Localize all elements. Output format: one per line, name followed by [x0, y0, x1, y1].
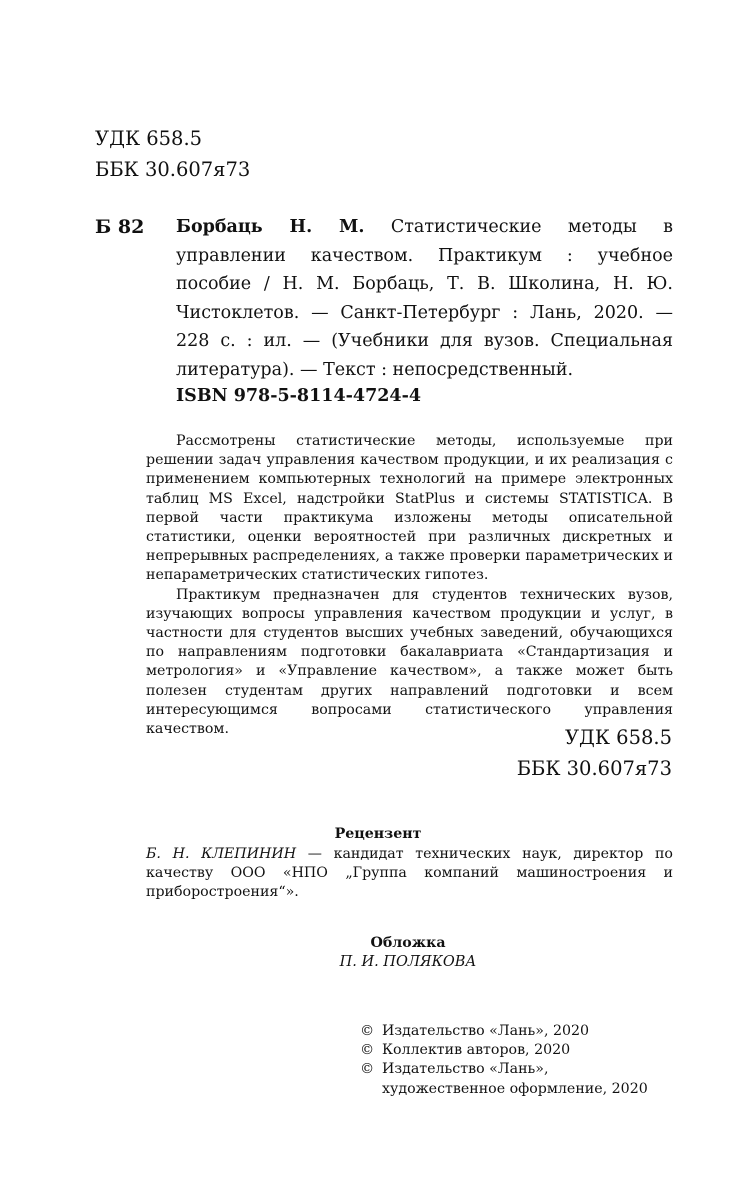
cover-heading: Обложка	[370, 935, 446, 951]
bbk-code: ББК 30.607я73	[95, 158, 251, 181]
cover-designer: П. И. ПОЛЯКОВА	[339, 954, 477, 970]
author-code: Б 82	[95, 216, 145, 238]
author-name: Борбаць Н. М.	[176, 217, 365, 237]
udk-code: УДК 658.5	[95, 127, 203, 150]
classification-codes-top	[95, 123, 250, 185]
copyright-line	[360, 1060, 648, 1079]
udk-code: УДК 658.5	[564, 726, 672, 749]
copyright-icon: ©	[360, 1023, 375, 1039]
classification-codes-bottom	[517, 722, 672, 784]
copyright-text: Издательство «Лань», 2020	[382, 1023, 590, 1039]
bbk-code: ББК 30.607я73	[516, 757, 672, 780]
copyright-text: Коллектив авторов, 2020	[382, 1042, 571, 1059]
copyright-line	[360, 1022, 648, 1041]
description-text: Статистические методы в управлении качеством. Практикум : учебное пособие / Н. М. Борбаць, Т. В. Школина, Н. Ю. Чистоклетов. — Санкт-Петербург : Лань, 2020. — 228 с. : ил. — (Учебники для вузов. Специальная литература). — Текст : непосредственный.	[176, 217, 673, 380]
copyright-text: художественное оформление, 2020	[382, 1080, 648, 1097]
reviewer-heading: Рецензент	[334, 826, 422, 842]
reviewer-name: Б. Н. КЛЕПИНИН	[146, 846, 297, 862]
copyright-icon: ©	[360, 1042, 375, 1059]
copyright-block	[360, 1022, 648, 1099]
copyright-line	[360, 1080, 648, 1099]
bibliographic-description	[176, 213, 673, 385]
abstract	[146, 432, 673, 739]
reviewer-info	[146, 845, 673, 903]
copyright-icon: ©	[360, 1061, 375, 1078]
reviewer-description: — кандидат технических наук, директор по качеству ООО «НПО „Группа компаний машиностроения и приборостроения“».	[146, 846, 673, 901]
copyright-line	[360, 1041, 648, 1060]
copyright-text: Издательство «Лань»,	[382, 1061, 549, 1078]
abstract-paragraph: Практикум предназначен для студентов технических вузов, изучающих вопросы управления качеством продукции и услуг, в частности для студентов высших учебных заведений, обучающихся по направлениям подготовки бакалавриата «Стандартизация и метрология» и «Управление качеством», а также может быть полезен студентам других направлений подготовки и всем интересующимся вопросами статистического управления качеством.	[146, 586, 673, 738]
isbn: ISBN 978-5-8114-4724-4	[176, 386, 422, 406]
abstract-paragraph: Рассмотрены статистические методы, используемые при решении задач управления качеством продукции, и их реализация с применением компьютерных технологий на примере электронных таблиц MS Excel, надстройки StatPlus и системы STATISTICA. В первой части практикума изложены методы описательной статистики, оценки вероятностей при различных дискретных и непрерывных распределениях, а также проверки параметрических и непараметрических статистических гипотез.	[146, 433, 673, 584]
